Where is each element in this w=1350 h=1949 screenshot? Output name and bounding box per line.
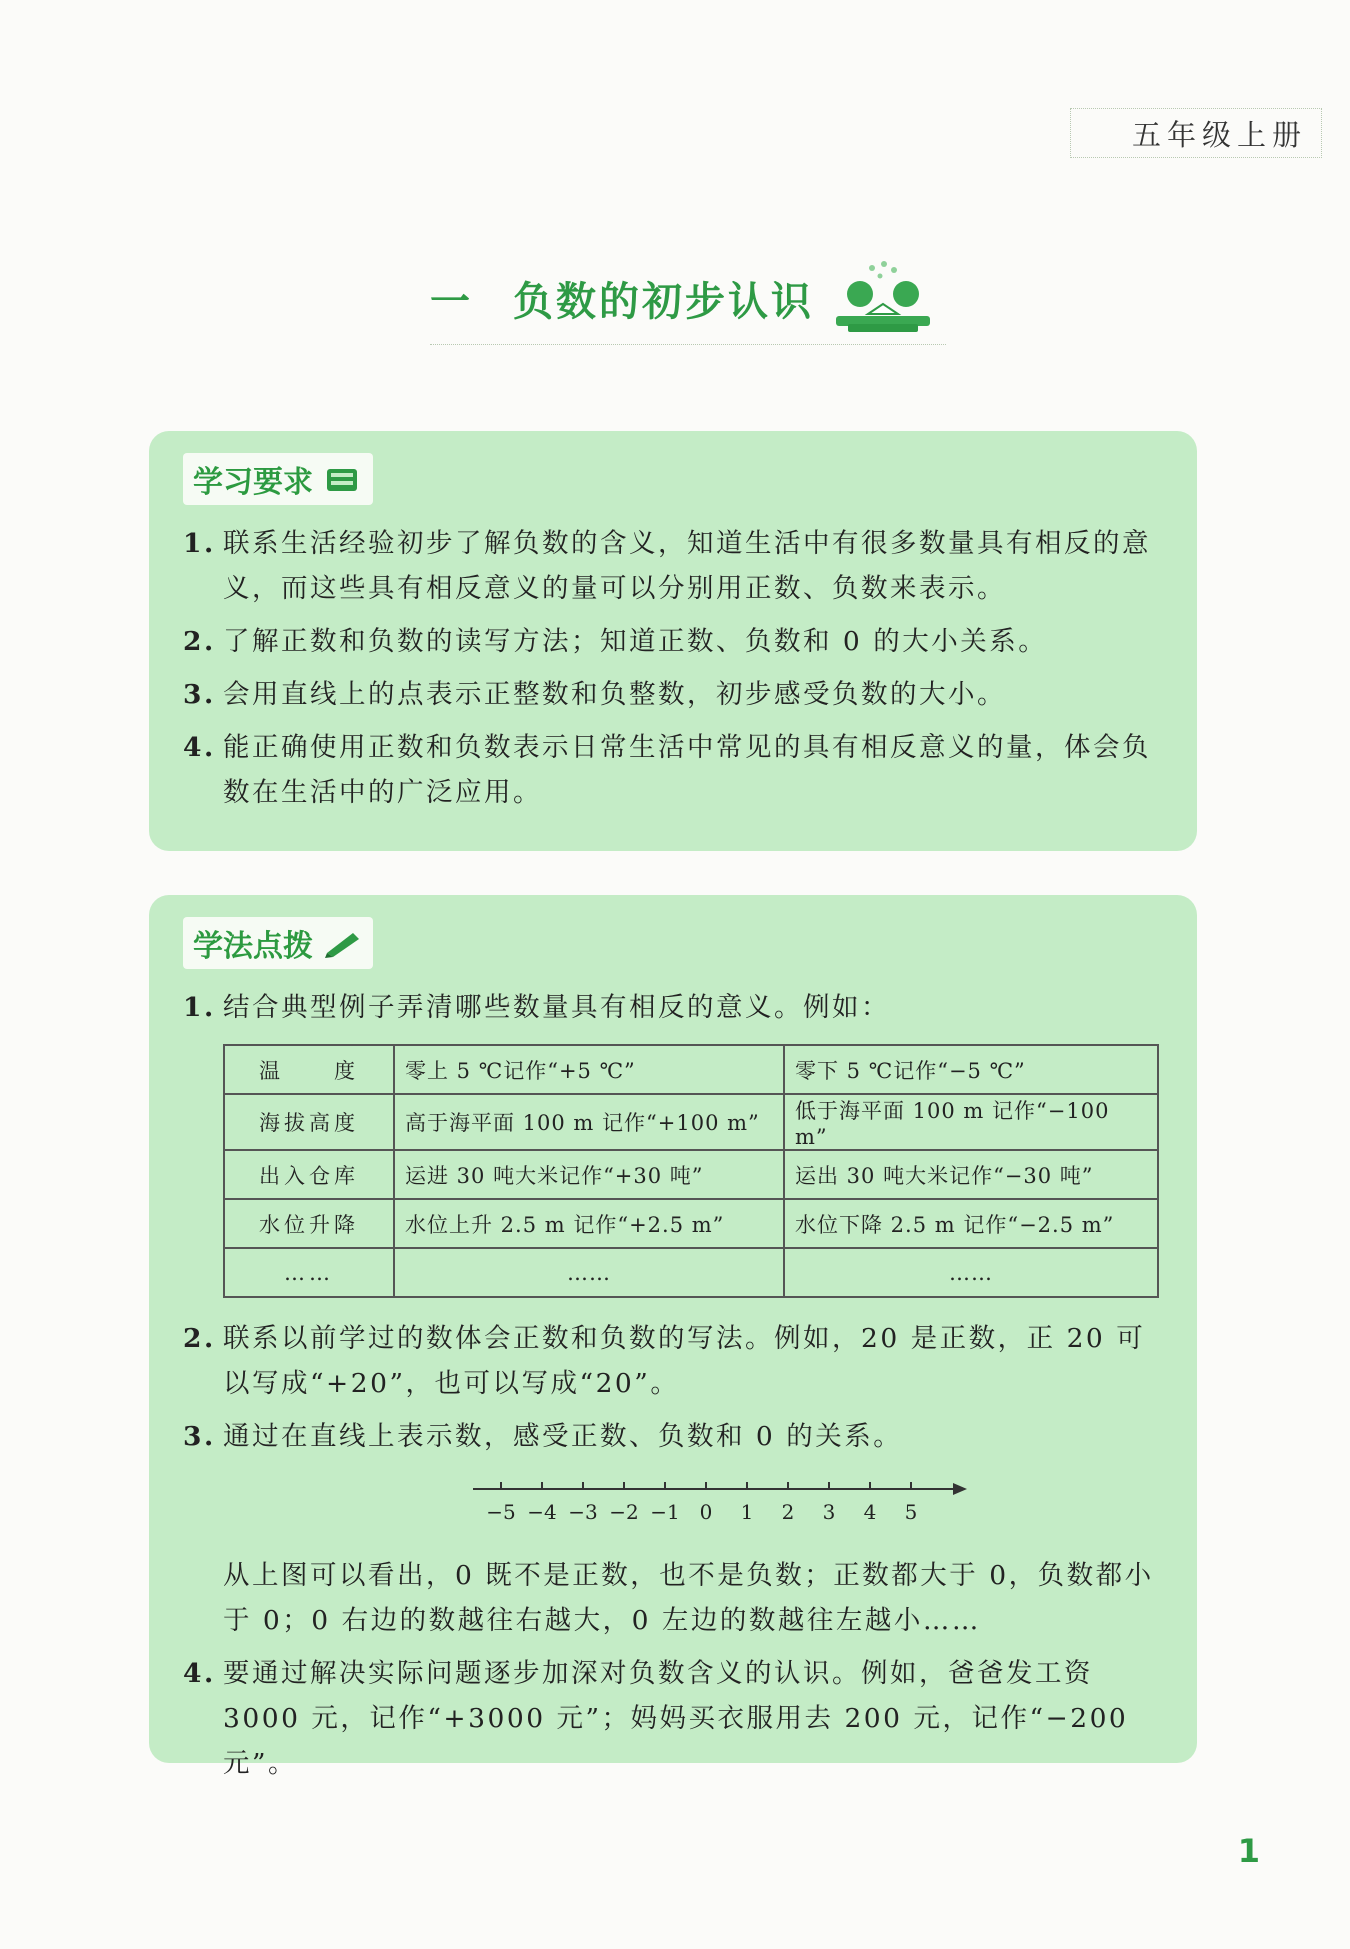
list-item	[183, 1414, 1163, 1459]
table-cell: 零下 5 ℃记作“−5 ℃”	[784, 1045, 1158, 1094]
table-cell: 水位上升 2.5 m 记作“+2.5 m”	[394, 1199, 784, 1248]
list-item	[183, 725, 1163, 815]
tick-label: −5	[486, 1500, 516, 1524]
item-number: 1.	[183, 992, 216, 1023]
table-cell: 低于海平面 100 m 记作“−100 m”	[784, 1094, 1158, 1150]
table-cell: 出入仓库	[224, 1150, 394, 1199]
item-text: 联系以前学过的数体会正数和负数的写法。例如，20 是正数，正 20 可以写成“+20”，也可以写成“20”。	[223, 1323, 1146, 1399]
item-text: 了解正数和负数的读写方法；知道正数、负数和 0 的大小关系。	[223, 626, 1048, 657]
learning-requirements-panel	[149, 431, 1197, 851]
tips-heading-text: 学法点拨	[193, 929, 313, 964]
item-number: 1.	[183, 528, 216, 559]
table-row	[224, 1199, 1158, 1248]
table-row	[224, 1045, 1158, 1094]
chapter-name: 负数的初步认识	[513, 278, 814, 325]
table-cell: 水位下降 2.5 m 记作“−2.5 m”	[784, 1199, 1158, 1248]
chapter-number: 一	[430, 278, 473, 325]
item-number: 2.	[183, 1323, 216, 1354]
item-text: 联系生活经验初步了解负数的含义，知道生活中有很多数量具有相反的意义，而这些具有相反意义的量可以分别用正数、负数来表示。	[223, 528, 1151, 604]
item-text: 要通过解决实际问题逐步加深对负数含义的认识。例如，爸爸发工资 3000 元，记作“+3000 元”；妈妈买衣服用去 200 元，记作“−200 元”。	[223, 1658, 1129, 1779]
tick-label: −2	[609, 1500, 639, 1524]
chapter-title	[430, 258, 946, 345]
list-item	[183, 521, 1163, 611]
number-line	[473, 1473, 973, 1533]
item-number: 4.	[183, 1658, 216, 1689]
table-cell: ……	[224, 1248, 394, 1297]
grade-label: 五年级上册	[1070, 108, 1322, 158]
table-cell: ……	[784, 1248, 1158, 1297]
table-cell: 运进 30 吨大米记作“+30 吨”	[394, 1150, 784, 1199]
pencil-icon	[323, 927, 363, 959]
item-number: 4.	[183, 732, 216, 763]
table-cell: ……	[394, 1248, 784, 1297]
item-number: 3.	[183, 679, 216, 710]
table-cell: 水位升降	[224, 1199, 394, 1248]
table-row	[224, 1094, 1158, 1150]
list-item	[183, 1553, 1163, 1643]
table-row	[224, 1248, 1158, 1297]
tick-label: 3	[822, 1500, 836, 1524]
axis-arrow	[953, 1483, 967, 1495]
table-cell: 海拔高度	[224, 1094, 394, 1150]
item-text: 会用直线上的点表示正整数和负整数，初步感受负数的大小。	[223, 679, 1006, 710]
tips-heading	[183, 917, 373, 969]
tick-label: 0	[699, 1500, 713, 1524]
list-item	[183, 619, 1163, 664]
item-text: 从上图可以看出，0 既不是正数，也不是负数；正数都大于 0，负数都小于 0；0 右边的数越往右越大，0 左边的数越往左越小……	[223, 1560, 1154, 1636]
tick-label: −4	[527, 1500, 557, 1524]
item-text: 能正确使用正数和负数表示日常生活中常见的具有相反意义的量，体会负数在生活中的广泛应用。	[223, 732, 1151, 808]
table-cell: 运出 30 吨大米记作“−30 吨”	[784, 1150, 1158, 1199]
examples-table	[223, 1044, 1159, 1298]
tick-label: 4	[863, 1500, 877, 1524]
study-tips-panel	[149, 895, 1197, 1779]
table-cell: 温 度	[224, 1045, 394, 1094]
tick-label: −1	[650, 1500, 680, 1524]
tick-label: 2	[781, 1500, 795, 1524]
item-text: 通过在直线上表示数，感受正数、负数和 0 的关系。	[223, 1421, 903, 1452]
tick-label: 5	[904, 1500, 918, 1524]
kids-reading-icon	[828, 258, 938, 338]
tick-label: 1	[740, 1500, 754, 1524]
list-item	[183, 1316, 1163, 1406]
item-number: 2.	[183, 626, 216, 657]
item-text: 结合典型例子弄清哪些数量具有相反的意义。例如：	[223, 992, 890, 1023]
table-cell: 高于海平面 100 m 记作“+100 m”	[394, 1094, 784, 1150]
page-number: 1	[1237, 1832, 1260, 1870]
list-item	[183, 672, 1163, 717]
tick-label: −3	[568, 1500, 598, 1524]
table-row	[224, 1150, 1158, 1199]
requirements-heading-text: 学习要求	[193, 465, 313, 500]
list-item	[183, 1651, 1163, 1786]
requirements-heading	[183, 453, 373, 505]
table-cell: 零上 5 ℃记作“+5 ℃”	[394, 1045, 784, 1094]
list-item	[183, 985, 1163, 1030]
book-icon	[323, 463, 363, 495]
item-number: 3.	[183, 1421, 216, 1452]
